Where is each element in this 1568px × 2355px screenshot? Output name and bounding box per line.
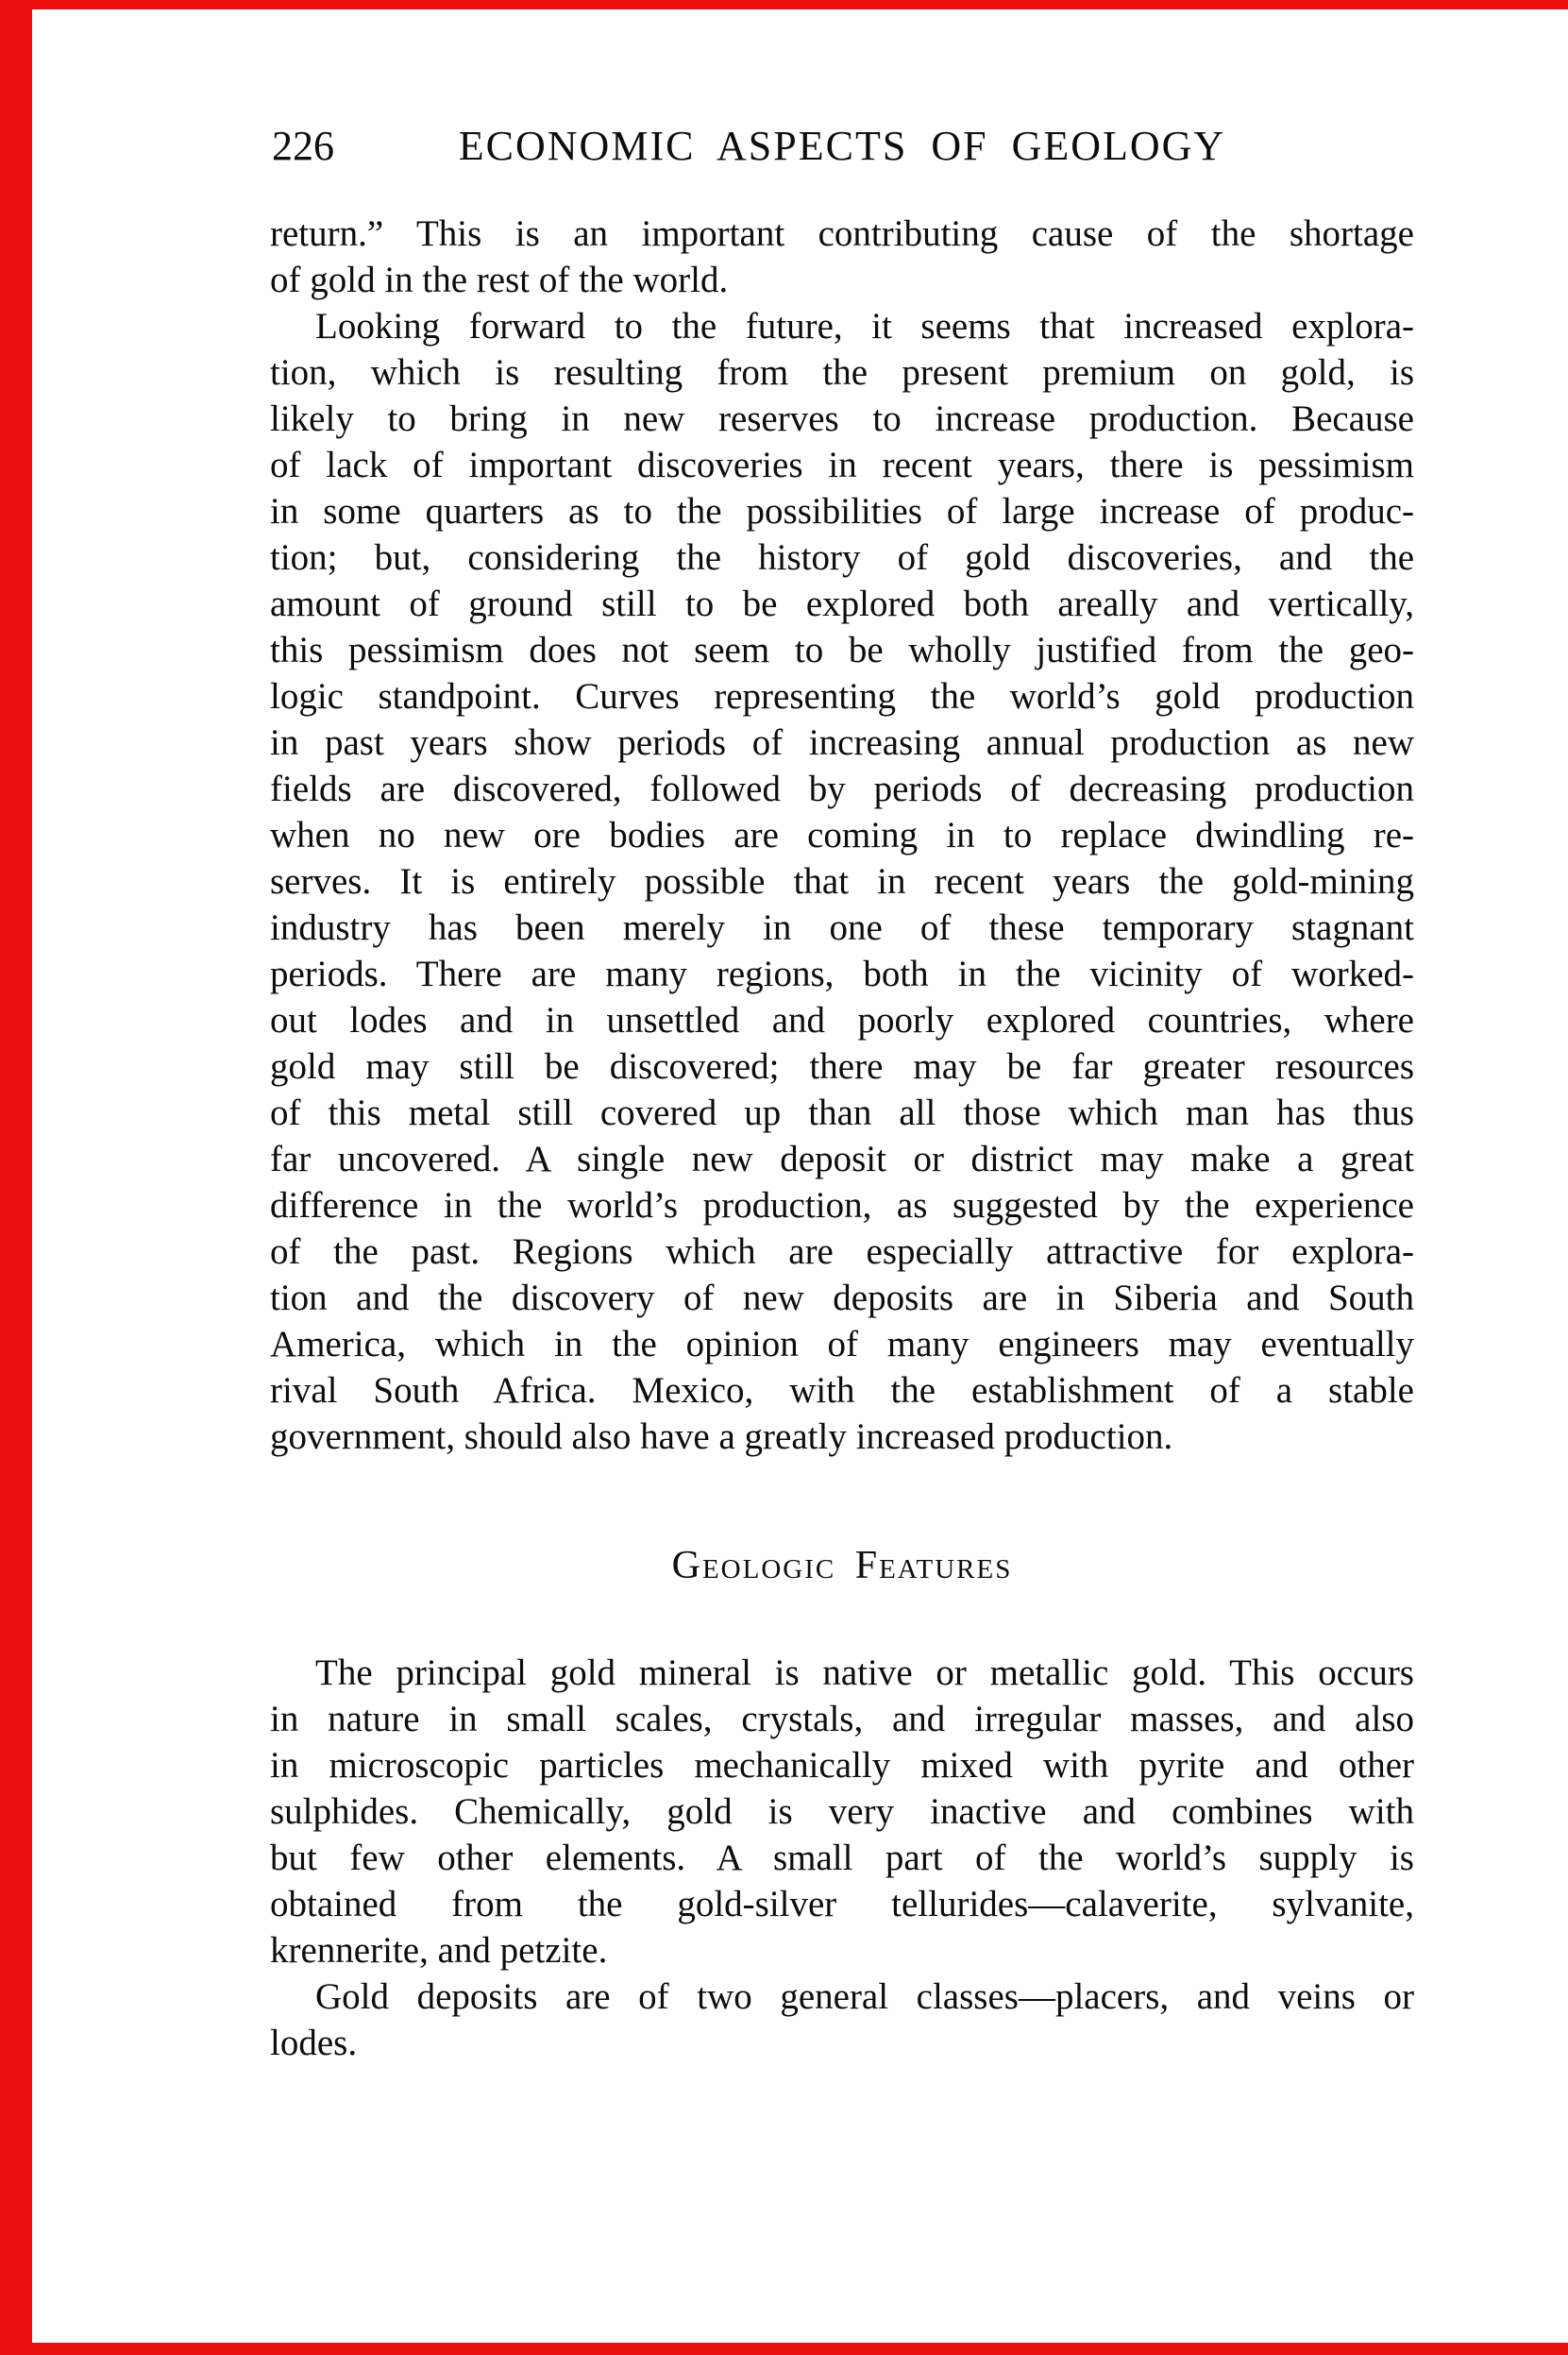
text-line: of the past. Regions which are especially attractive for explora- — [270, 1231, 1414, 1272]
text-line: in some quarters as to the possibilities of large increase of produc- — [270, 491, 1414, 532]
text-line: in microscopic particles mechanically mixed with pyrite and other — [270, 1745, 1414, 1786]
paragraph — [270, 1650, 1414, 1974]
text-line: difference in the world’s production, as suggested by the experience — [270, 1185, 1414, 1226]
text-line: tion, which is resulting from the present premium on gold, is — [270, 352, 1414, 393]
page-text-column — [270, 0, 1414, 2066]
paragraph — [270, 1974, 1414, 2066]
book-edge-left — [0, 0, 32, 2355]
page-header — [270, 123, 1414, 169]
text-line: far uncovered. A single new deposit or district may make a great — [270, 1139, 1414, 1179]
text-line: tion and the discovery of new deposits are in Siberia and South — [270, 1278, 1414, 1318]
text-line: Gold deposits are of two general classes—placers, and veins or — [315, 1976, 1414, 2017]
text-line: return.” This is an important contributing cause of the shortage — [270, 213, 1414, 254]
text-line: krennerite, and petzite. — [270, 1930, 608, 1971]
text-line: gold may still be discovered; there may be far greater resources — [270, 1046, 1414, 1087]
text-line: The principal gold mineral is native or metallic gold. This occurs — [315, 1652, 1414, 1693]
text-line: tion; but, considering the history of gold discoveries, and the — [270, 537, 1414, 578]
text-line: of gold in the rest of the world. — [270, 260, 729, 300]
text-line: rival South Africa. Mexico, with the establishment of a stable — [270, 1370, 1414, 1411]
book-edge-bottom — [0, 2343, 1568, 2355]
running-title: ECONOMIC ASPECTS OF GEOLOGY — [458, 123, 1226, 169]
text-line: of this metal still covered up than all those which man has thus — [270, 1093, 1414, 1133]
page-number: 226 — [272, 123, 334, 169]
text-line: America, which in the opinion of many engineers may eventually — [270, 1324, 1414, 1364]
text-line: this pessimism does not seem to be wholly justified from the geo- — [270, 630, 1414, 670]
text-line: obtained from the gold-silver tellurides—calaverite, sylvanite, — [270, 1884, 1414, 1924]
text-line: in nature in small scales, crystals, and irregular masses, and also — [270, 1699, 1414, 1739]
text-line: Looking forward to the future, it seems that increased explora- — [315, 306, 1414, 347]
text-line: out lodes and in unsettled and poorly explored countries, where — [270, 1000, 1414, 1041]
text-line: serves. It is entirely possible that in recent years the gold-mining — [270, 861, 1414, 902]
text-line: likely to bring in new reserves to increase production. Because — [270, 398, 1414, 439]
text-line: industry has been merely in one of these temporary stagnant — [270, 907, 1414, 948]
text-line: sulphides. Chemically, gold is very inactive and combines with — [270, 1791, 1414, 1832]
text-line: in past years show periods of increasing annual production as new — [270, 722, 1414, 763]
text-line: logic standpoint. Curves representing the world’s gold production — [270, 676, 1414, 717]
text-line: fields are discovered, followed by periods of decreasing production — [270, 769, 1414, 809]
text-line: of lack of important discoveries in recent years, there is pessimism — [270, 445, 1414, 485]
text-line: lodes. — [270, 2023, 358, 2063]
text-line: but few other elements. A small part of the world’s supply is — [270, 1838, 1414, 1878]
text-line: government, should also have a greatly increased production. — [270, 1416, 1173, 1457]
text-line: amount of ground still to be explored both areally and vertically, — [270, 584, 1414, 624]
paragraph — [270, 303, 1414, 1460]
section-heading: Geologic Features — [671, 1544, 1013, 1587]
text-line: periods. There are many regions, both in the vicinity of worked- — [270, 954, 1414, 994]
text-line: when no new ore bodies are coming in to replace dwindling re- — [270, 815, 1414, 856]
paragraph — [270, 211, 1414, 303]
